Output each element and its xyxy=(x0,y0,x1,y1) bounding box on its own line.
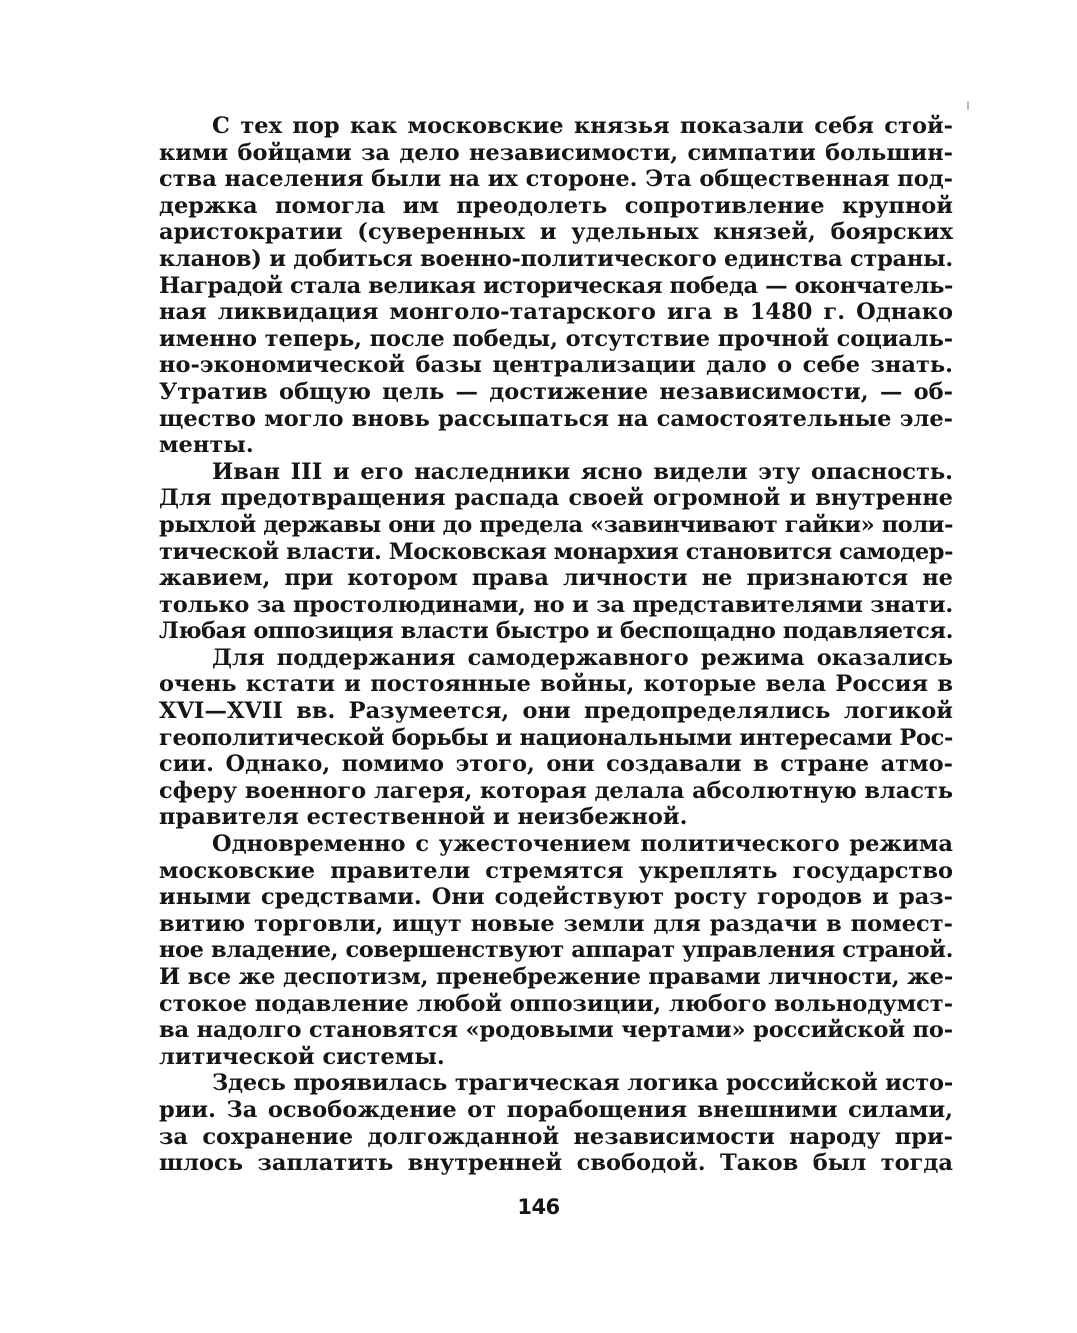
paragraph xyxy=(159,645,953,831)
text-line: аристократии (суверенных и удельных князей, боярских xyxy=(159,219,953,246)
text-line: рии. За освобождение от порабощения внешними силами, xyxy=(159,1096,953,1123)
text-line: но-экономической базы централизации дало о себе знать. xyxy=(159,352,953,379)
text-line: стокое подавление любой оппозиции, любого вольнодумст- xyxy=(159,990,954,1017)
text-line: ства населения были на их стороне. Эта общественная под- xyxy=(159,166,953,193)
text-line: за сохранение долгожданной независимости народу при- xyxy=(159,1123,953,1150)
page-number: 146 xyxy=(517,1195,560,1219)
text-line: кими бойцами за дело независимости, симпатии большин- xyxy=(159,139,953,166)
text-line: С тех пор как московские князья показали себя стой- xyxy=(212,113,953,139)
text-line: только за простолюдинами, но и за представителями знати. xyxy=(159,591,954,618)
text-line: щество могло вновь рассыпаться на самостоятельные эле- xyxy=(159,405,953,432)
paragraph xyxy=(159,459,953,645)
text-line: сферу военного лагеря, которая делала абсолютную власть xyxy=(159,777,954,804)
text-line: очень кстати и постоянные войны, которые вела Россия в xyxy=(159,671,953,698)
text-line: ва надолго становятся «родовыми чертами» российской по- xyxy=(159,1017,953,1044)
text-line: витию торговли, ищут новые земли для раздачи в помест- xyxy=(159,910,953,937)
text-line: московские правители стремятся укреплять государство xyxy=(159,857,953,884)
text-line: геополитической борьбы и национальными интересами Рос- xyxy=(159,724,954,751)
text-line: И все же деспотизм, пренебрежение правами личности, же- xyxy=(159,964,954,990)
text-line: сии. Однако, помимо этого, они создавали в стране атмо- xyxy=(159,751,953,778)
text-line: Любая оппозиция власти быстро и беспощадно подавляется. xyxy=(159,618,953,645)
text-line: Иван III и его наследники ясно видели эту опасность. xyxy=(212,458,953,485)
text-line: Одновременно с ужесточением политического режима xyxy=(212,831,953,858)
text-line: именно теперь, после победы, отсутствие прочной социаль- xyxy=(159,325,953,352)
text-line: XVI—XVII вв. Разумеется, они предопределялись логикой xyxy=(159,698,953,725)
text-line: Для поддержания самодержавного режима оказались xyxy=(212,644,953,671)
paragraph xyxy=(159,113,953,459)
text-line: правителя естественной и неизбежной. xyxy=(159,804,688,831)
paragraph xyxy=(159,831,953,1070)
text-line: шлось заплатить внутренней свободой. Таков был тогда xyxy=(159,1150,953,1177)
body-text xyxy=(159,113,953,1177)
text-line: Утратив общую цель — достижение независимости, — об- xyxy=(159,378,953,405)
text-line: рыхлой державы они до предела «завинчивают гайки» поли- xyxy=(159,511,953,538)
text-line: ное владение, совершенствуют аппарат управления страной. xyxy=(159,937,953,964)
text-line: ная ликвидация монголо-татарского ига в 1480 г. Однако xyxy=(159,299,953,326)
text-line: держка помогла им преодолеть сопротивление крупной xyxy=(159,192,953,219)
text-line: иными средствами. Они содействуют росту городов и раз- xyxy=(159,884,953,911)
text-line: кланов) и добиться военно-политического единства страны. xyxy=(159,245,953,272)
text-line: тической власти. Московская монархия становится самодер- xyxy=(159,538,953,565)
paragraph xyxy=(159,1070,953,1176)
text-line: менты. xyxy=(159,432,254,459)
text-line: литической системы. xyxy=(159,1043,445,1070)
text-line: Наградой стала великая историческая победа — окончатель- xyxy=(159,272,953,299)
text-line: Для предотвращения распада своей огромной и внутренне xyxy=(159,485,953,512)
text-line: жавием, при котором права личности не признаются не xyxy=(159,565,953,592)
text-line: Здесь проявилась трагическая логика российской исто- xyxy=(212,1070,953,1097)
scan-speck xyxy=(967,101,969,110)
